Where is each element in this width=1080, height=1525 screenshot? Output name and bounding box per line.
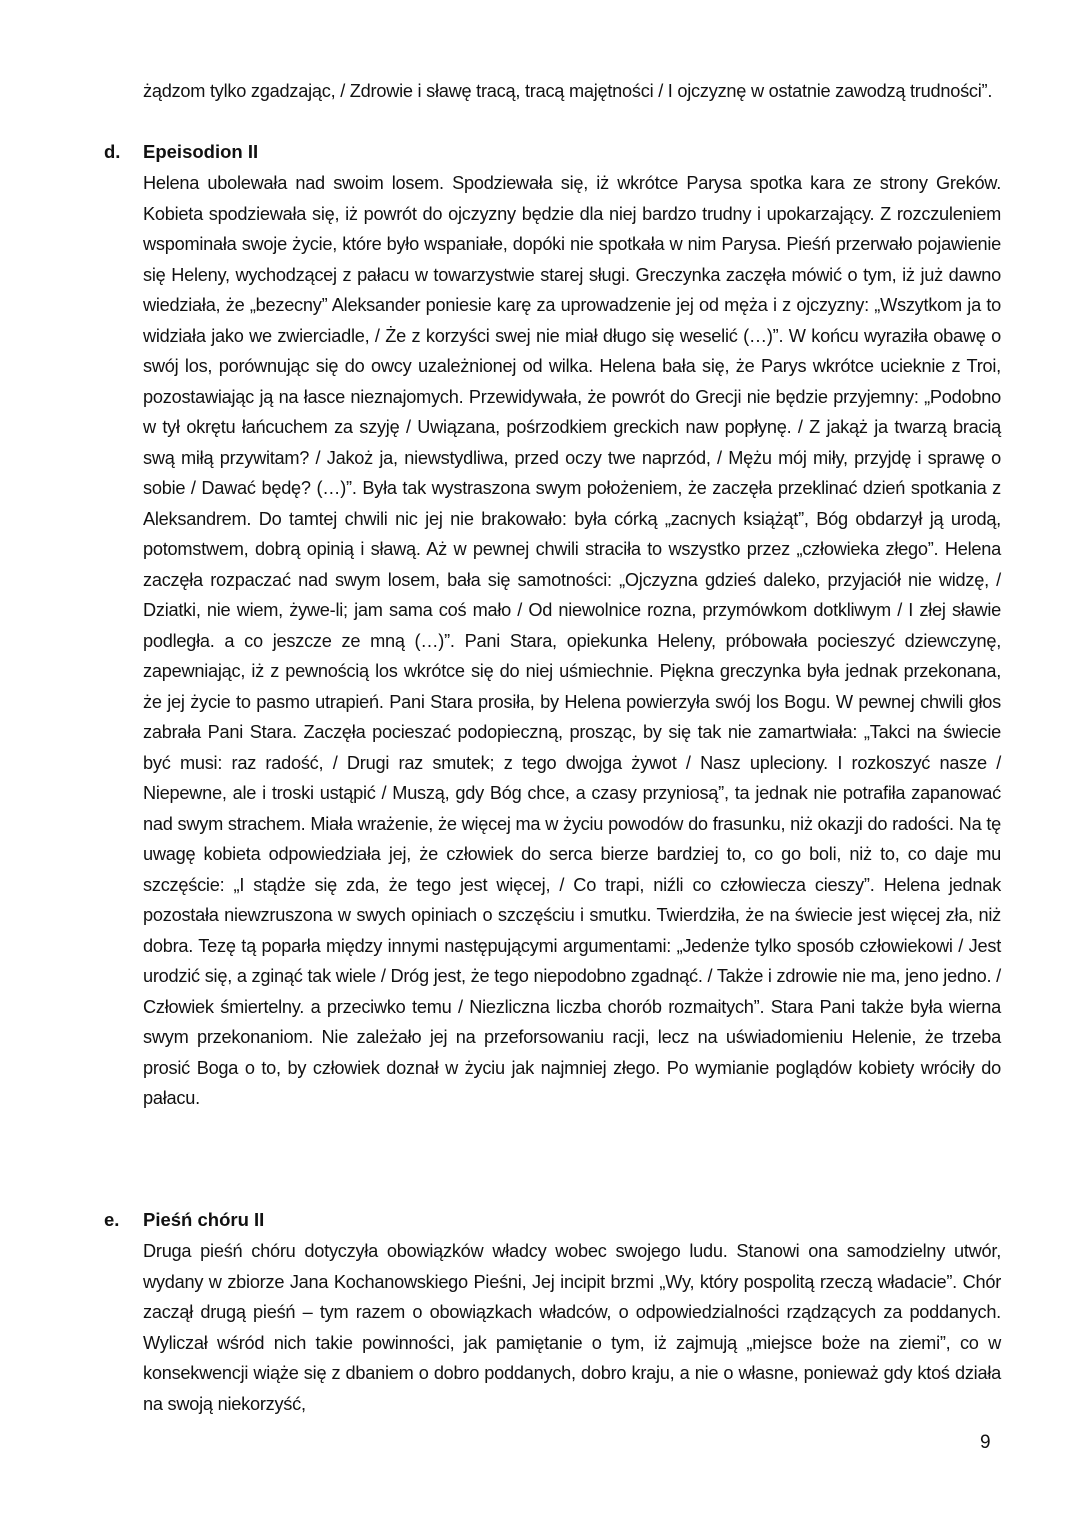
section-heading-e bbox=[104, 1205, 264, 1236]
section-title: Pieśń chóru II bbox=[143, 1209, 265, 1230]
page-number: 9 bbox=[980, 1432, 991, 1453]
section-letter: d. bbox=[104, 141, 121, 162]
section-heading-d bbox=[104, 137, 258, 168]
section-letter: e. bbox=[104, 1209, 120, 1230]
continuation-paragraph: żądzom tylko zgadzając, / Zdrowie i sławę tracą, tracą majętności / I ojczyznę w ostatnie zawodzą trudności”. bbox=[143, 81, 993, 101]
section-body-e: Druga pieśń chóru dotyczyła obowiązków władcy wobec swojego ludu. Stanowi ona samodzielny utwór, wydany w zbiorze Jana Kochanowskiego Pieśni, Jej incipit brzmi „Wy, który pospolitą rzeczą władacie”. Chór zaczął drugą pieśń – tym razem o obowiązkach władców, o odpowiedzialności rządzących za poddanych. Wyliczał wśród nich takie powinności, jak pamiętanie o tym, iż zajmują „miejsce boże na ziemi”, co w konsekwencji wiąże się z dbaniem o dobro poddanych, dobro kraju, a nie o własne, ponieważ gdy ktoś działa na swoją niekorzyść, bbox=[143, 1241, 1001, 1414]
section-body-d: Helena ubolewała nad swoim losem. Spodziewała się, iż wkrótce Parysa spotka kara ze strony Greków. Kobieta spodziewała się, iż powrót do ojczyzny będzie dla niej bardzo trudny i upokarzający. Z rozczuleniem wspominała swoje życie, które było wspaniałe, dopóki nie spotkała w nim Parysa. Pieśń przerwało pojawienie się Heleny, wychodzącej z pałacu w towarzystwie starej sługi. Greczynka zaczęła mówić o tym, iż już dawno wiedziała, że „bezecny” Aleksander poniesie karę za uprowadzenie jej od męża i z ojczyzny: „Wszytkom ja to widziała jako we zwierciadle, / Że z korzyści swej nie miał długo się weselić (…)”. W końcu wyraziła obawę o swój los, porównując się do owcy uzależnionej od wilka. Helena bała się, że Parys wkrótce ucieknie z Troi, pozostawiając ją na łasce nieznajomych. Przewidywała, że powrót do Grecji nie będzie przyjemny: „Podobno w tył okrętu łańcuchem za szyję / Uwiązana, pośrzodkiem greckich naw popłynę. / Z jakąż ja twarzą bracią swą miłą przywitam? / Jakoż ja, niewstydliwa, przed oczy twe naprzód, / Mężu mój miły, przyjdę i sprawę o sobie / Dawać będę? (…)”. Była tak wystraszona swym położeniem, że zaczęła przeklinać dzień spotkania z Aleksandrem. Do tamtej chwili nic jej nie brakowało: była córką „zacnych książąt”, Bóg obdarzył ją urodą, potomstwem, dobrą opinią i sławą. Aż w pewnej chwili straciła to wszystko przez „człowieka złego”. Helena zaczęła rozpaczać nad swym losem, bała się samotności: „Ojczyzna gdzieś daleko, przyjaciół nie widzę, / Dziatki, nie wiem, żywe-li; jam sama coś mało / Od niewolnice rozna, przymówkom dotkliwym / I złej sławie podległa. a co jeszcze ze mną (…)”. Pani Stara, opiekunka Heleny, próbowała pocieszyć dziewczynę, zapewniając, iż z pewnością los wkrótce się do niej uśmiechnie. Piękna greczynka była jednak przekonana, że jej życie to pasmo utrapień. Pani Stara prosiła, by Helena powierzyła swój los Bogu. W pewnej chwili głos zabrała Pani Stara. Zaczęła pocieszać podopieczną, prosząc, by się tak nie zamartwiała: „Takci na świecie być musi: raz radość, / Drugi raz smutek; z tego dwojga żywot / Nasz upleciony. I rozkoszyć nasze / Niepewne, ale i troski ustąpić / Muszą, gdy Bóg chce, a czasy przyniosą”, ta jednak nie potrafiła zapanować nad swym strachem. Miała wrażenie, że więcej ma w życiu powodów do frasunku, niż okazji do radości. Na tę uwagę kobieta odpowiedziała jej, że człowiek do serca bierze bardziej to, co go boli, niż to, co daje mu szczęście: „I stądże się zda, że tego jest więcej, / Co trapi, niźli co człowiecza cieszy”. Helena jednak pozostała niewzruszona w swych opiniach o szczęściu i smutku. Twierdziła, że na świecie jest więcej zła, niż dobra. Tezę tą poparła między innymi następującymi argumentami: „Jedenże tylko sposób człowiekowi / Jest urodzić się, a zginąć tak wiele / Dróg jest, że tego niepodobno zgadnąć. / Także i zdrowie nie ma, jeno jedno. / Człowiek śmiertelny. a przeciwko temu / Niezliczna liczba chorób rozmaitych”. Stara Pani także była wierna swym przekonaniom. Nie zależało jej na przeforsowaniu racji, lecz na uświadomieniu Helenie, że trzeba prosić Boga o to, by człowiek doznał w życiu jak najmniej złego. Po wymianie poglądów kobiety wróciły do pałacu. bbox=[143, 173, 1001, 1108]
section-title: Epeisodion II bbox=[143, 141, 259, 162]
